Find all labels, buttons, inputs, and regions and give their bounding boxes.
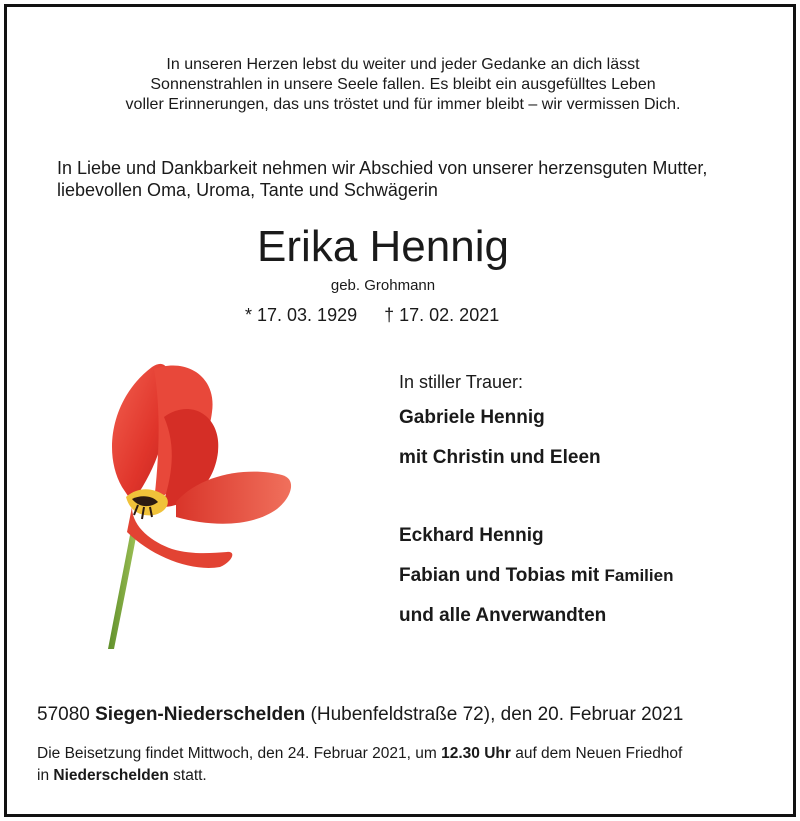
maiden-name: geb. Grohmann (330, 277, 436, 294)
address-and-date: (Hubenfeldstraße 72), den 20. Februar 2021 (310, 704, 684, 725)
tulip-image (92, 357, 307, 649)
obituary-frame (4, 4, 796, 817)
funeral-text: statt. (173, 767, 207, 784)
death-date: † 17. 02. 2021 (384, 305, 500, 325)
life-dates (245, 305, 499, 326)
spacer (399, 486, 779, 524)
funeral-text: in (37, 767, 50, 784)
deceased-name: Erika Hennig (257, 222, 509, 271)
farewell-intro (57, 157, 707, 201)
memorial-poem (7, 55, 799, 115)
poem-line: In unseren Herzen lebst du weiter und jeder Gedanke an dich lässt (166, 56, 640, 73)
mourner-name-main: Fabian und Tobias mit (399, 565, 600, 586)
intro-line: In Liebe und Dankbarkeit nehmen wir Abschied von unserer herzensguten Mutter, (57, 158, 708, 178)
mourner-name: Gabriele Hennig (399, 407, 545, 428)
mourner-name: Eckhard Hennig (399, 525, 544, 546)
birth-date: * 17. 03. 1929 (245, 305, 358, 325)
mourning-label: In stiller Trauer: (399, 372, 524, 392)
place-and-date (37, 704, 683, 726)
mourner-name: mit Christin und Eleen (399, 447, 601, 468)
funeral-time: 12.30 Uhr (441, 745, 511, 762)
postal-code: 57080 (37, 704, 90, 725)
poem-line: voller Erinnerungen, das uns tröstet und für immer bleibt – wir vermissen Dich. (125, 96, 681, 113)
intro-line: liebevollen Oma, Uroma, Tante und Schwägerin (57, 180, 438, 200)
mourner-name-families: Familien (604, 566, 674, 585)
funeral-notice (37, 743, 777, 787)
funeral-text: Die Beisetzung findet Mittwoch, den 24. Februar 2021, um (37, 745, 437, 762)
funeral-location: Niederschelden (53, 767, 169, 784)
mourner-name (399, 564, 779, 588)
mourners-list (399, 370, 779, 644)
mourner-name: und alle Anverwandten (399, 605, 607, 626)
funeral-text: auf dem Neuen Friedhof (515, 745, 683, 762)
city-name: Siegen-Niederschelden (95, 704, 306, 725)
poem-line: Sonnenstrahlen in unsere Seele fallen. Es bleibt ein ausgefülltes Leben (150, 76, 656, 93)
